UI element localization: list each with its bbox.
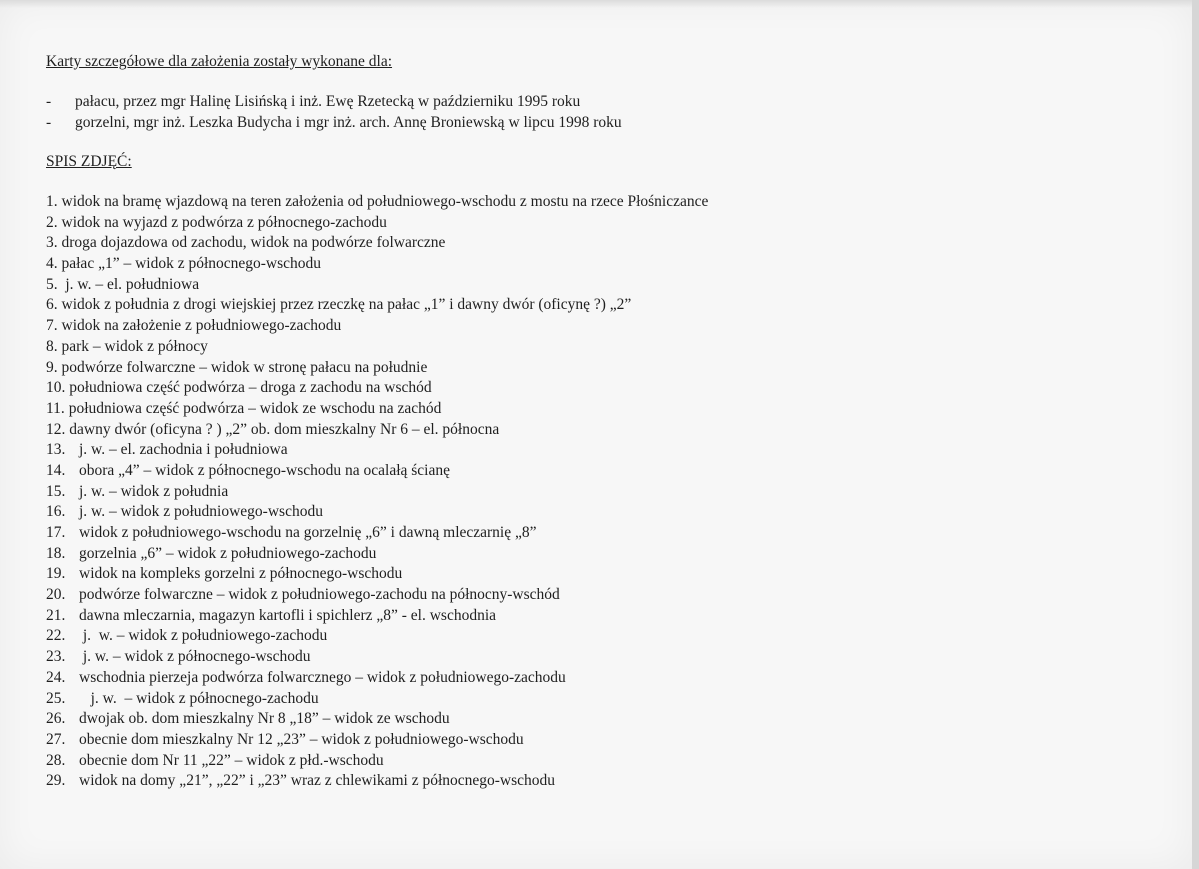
item-text: droga dojazdowa od zachodu, widok na podwórze folwarczne (61, 234, 446, 252)
photo-item (46, 771, 708, 792)
item-text: widok z południowego-wschodu na gorzelnię „6” i dawną mleczarnię „8” (79, 524, 537, 541)
item-text: widok na założenie z południowego-zachodu (61, 317, 342, 335)
photo-item (46, 647, 708, 668)
photo-item (46, 689, 708, 710)
item-text: wschodnia pierzeja podwórza folwarcznego – widok z południowego-zachodu (79, 668, 566, 686)
item-number: 4. (46, 255, 58, 273)
item-number: 20. (46, 586, 66, 604)
item-number: 6. (46, 296, 58, 314)
photo-list (46, 192, 708, 792)
item-text: podwórze folwarczne – widok z południowego-zachodu na północny-wschód (79, 586, 560, 604)
photo-item (46, 585, 708, 606)
item-text: j. w. – widok z południowego-zachodu (79, 627, 328, 645)
photo-item (46, 544, 708, 565)
item-text: j. w. – el. zachodnia i południowa (79, 441, 288, 459)
photo-item (46, 295, 708, 316)
bullet-dash: - (46, 114, 52, 131)
item-text: widok na kompleks gorzelni z północnego-wschodu (79, 565, 403, 583)
photo-item (46, 440, 708, 461)
item-number: 22. (46, 627, 66, 645)
item-number: 21. (46, 606, 66, 624)
item-text: podwórze folwarczne – widok w stronę pałacu na południe (61, 358, 428, 376)
item-number: 16. (46, 503, 66, 521)
item-number: 26. (46, 710, 66, 728)
photo-item (46, 502, 708, 523)
item-number: 5. (46, 275, 58, 293)
item-text: widok z południa z drogi wiejskiej przez rzeczkę na pałac „1” i dawny dwór (oficynę ?) „2” (61, 296, 632, 314)
item-number: 25. (46, 689, 66, 707)
item-text: gorzelnia „6” – widok z południowego-zachodu (79, 544, 377, 562)
item-text: dawna mleczarnia, magazyn kartofli i spichlerz „8” - el. wschodnia (79, 606, 497, 624)
photo-item (46, 730, 708, 751)
photo-item (46, 606, 708, 627)
author-text: gorzelni, mgr inż. Leszka Budycha i mgr inż. arch. Annę Broniewską w lipcu 1998 roku (75, 114, 622, 131)
author-item-palace (46, 91, 622, 112)
item-number: 14. (46, 461, 66, 479)
item-text: południowa część podwórza – droga z zachodu na wschód (69, 379, 432, 397)
photo-item (46, 358, 708, 379)
item-number: 12. (46, 420, 66, 438)
photo-item (46, 399, 708, 420)
photo-item (46, 626, 708, 647)
photo-item (46, 420, 708, 441)
item-text: park – widok z północy (61, 337, 208, 355)
item-number: 17. (46, 524, 66, 541)
item-text: obecnie dom Nr 11 „22” – widok z płd.-wschodu (79, 751, 384, 769)
item-number: 3. (46, 234, 58, 252)
item-number: 11. (46, 399, 65, 417)
photo-item (46, 751, 708, 772)
author-item-distillery (46, 112, 622, 133)
photo-item (46, 668, 708, 689)
photo-item (46, 254, 708, 275)
item-text: j. w. – widok z północnego-wschodu (79, 648, 311, 666)
item-number: 10. (46, 379, 66, 397)
photo-item (46, 213, 708, 234)
item-number: 28. (46, 751, 66, 769)
item-text: j. w. – el. południowa (65, 275, 200, 293)
item-text: widok na wyjazd z podwórza z północnego-zachodu (61, 213, 387, 231)
photo-item (46, 461, 708, 482)
item-number: 2. (46, 213, 58, 231)
item-text: dwojak ob. dom mieszkalny Nr 8 „18” – widok ze wschodu (79, 710, 450, 728)
item-text: widok na bramę wjazdową na teren założenia od południowego-wschodu z mostu na rzece Płośniczance (61, 193, 709, 210)
photo-item (46, 523, 708, 544)
item-number: 27. (46, 730, 66, 748)
item-text: dawny dwór (oficyna ? ) „2” ob. dom mieszkalny Nr 6 – el. północna (69, 420, 500, 438)
item-text: obecnie dom mieszkalny Nr 12 „23” – widok z południowego-wschodu (79, 730, 524, 748)
item-text: j. w. – widok z północnego-zachodu (79, 689, 319, 707)
photo-list-title: SPIS ZDJĘĆ: (46, 153, 132, 170)
item-number: 8. (46, 337, 58, 355)
item-number: 1. (46, 193, 58, 210)
item-number: 13. (46, 441, 66, 459)
item-text: j. w. – widok z południa (79, 482, 229, 500)
photo-item (46, 192, 708, 213)
scan-right-edge (1192, 0, 1199, 869)
photo-item (46, 378, 708, 399)
item-text: j. w. – widok z południowego-wschodu (79, 503, 323, 521)
photo-item (46, 482, 708, 503)
authors-list (46, 91, 622, 133)
photo-item (46, 709, 708, 730)
author-text: pałacu, przez mgr Halinę Lisińską i inż. Ewę Rzetecką w październiku 1995 roku (75, 93, 581, 110)
item-text: pałac „1” – widok z północnego-wschodu (61, 255, 322, 273)
item-text: obora „4” – widok z północnego-wschodu na ocalałą ścianę (79, 461, 451, 479)
scan-top-edge (0, 0, 1199, 8)
item-number: 19. (46, 565, 66, 583)
photo-item (46, 275, 708, 296)
item-number: 18. (46, 544, 66, 562)
photo-item (46, 337, 708, 358)
item-number: 7. (46, 317, 58, 335)
item-text: południowa część podwórza – widok ze wschodu na zachód (68, 399, 442, 417)
item-number: 29. (46, 772, 66, 790)
item-text: widok na domy „21”, „22” i „23” wraz z chlewikami z północnego-wschodu (79, 772, 556, 790)
bullet-dash: - (46, 93, 52, 110)
intro-heading: Karty szczegółowe dla założenia zostały wykonane dla: (46, 53, 393, 70)
item-number: 23. (46, 648, 66, 666)
item-number: 24. (46, 668, 66, 686)
photo-item (46, 564, 708, 585)
item-number: 9. (46, 358, 58, 376)
photo-item (46, 233, 708, 254)
photo-item (46, 316, 708, 337)
item-number: 15. (46, 482, 66, 500)
